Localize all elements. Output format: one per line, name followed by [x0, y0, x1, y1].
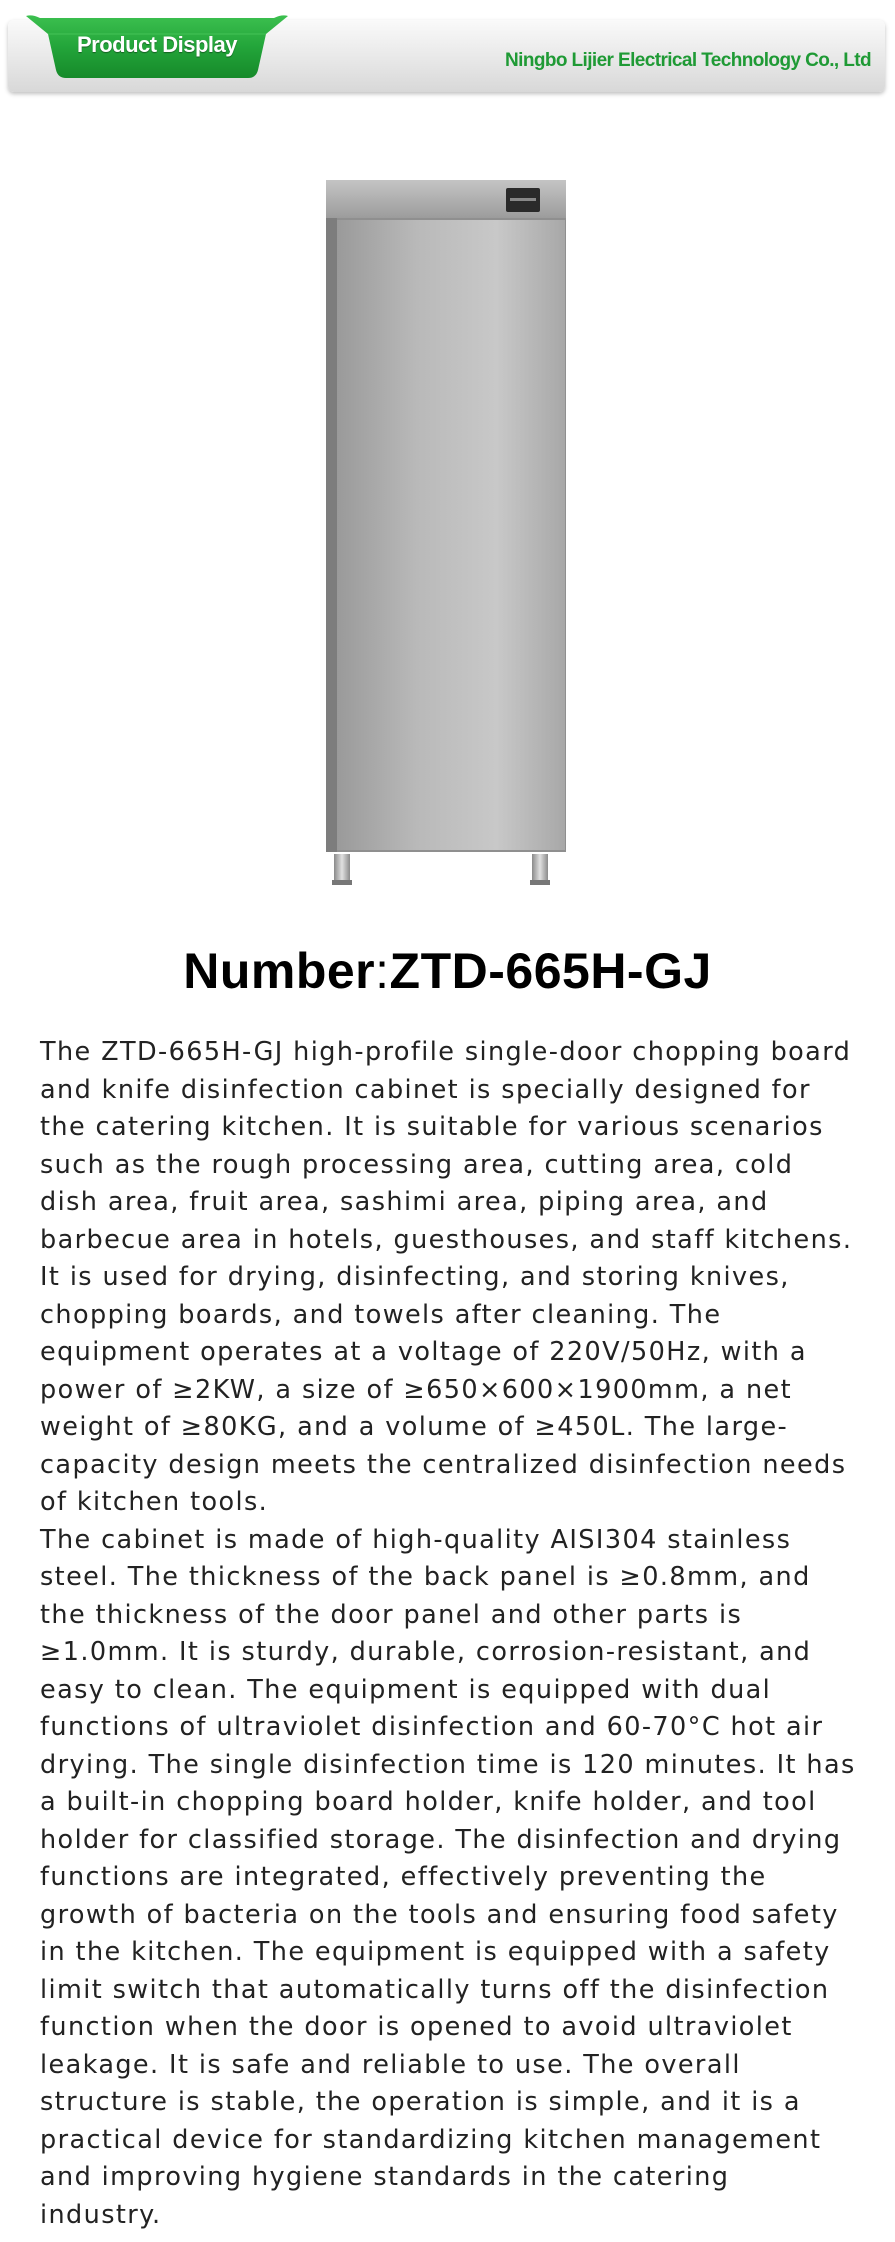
title-colon: :: [375, 943, 390, 999]
company-name: Ningbo Lijier Electrical Technology Co., Ltd: [505, 50, 871, 71]
product-display-tab: [26, 12, 288, 80]
description-paragraph-1: The ZTD-665H-GJ high-profile single-door chopping board and knife disinfection cabinet is specially designed for the catering kitchen. It is suitable for various scenarios such as the rough processing area, cutting area, cold dish area, fruit area, sashimi area, piping area, and barbecue area in hotels, guesthouses, and staff kitchens. It is used for drying, disinfecting, and storing knives, chopping boards, and towels after cleaning. The equipment operates at a voltage of 220V/50Hz, with a power of ≥2KW, a size of ≥650×600×1900mm, a net weight of ≥80KG, and a volume of ≥450L. The large-capacity design meets the centralized disinfection needs of kitchen tools.: [40, 1037, 853, 1517]
product-description: [40, 1034, 860, 2234]
disinfection-cabinet-icon: [320, 178, 570, 888]
title-prefix: Number: [183, 943, 376, 999]
tab-label: Product Display: [77, 32, 237, 57]
description-paragraph-2: The cabinet is made of high-quality AISI304 stainless steel. The thickness of the back panel is ≥0.8mm, and the thickness of the door panel and other parts is ≥1.0mm. It is sturdy, durable, corrosion-resistant, and easy to clean. The equipment is equipped with dual functions of ultraviolet disinfection and 60-70°C hot air drying. The single disinfection time is 120 minutes. It has a built-in chopping board holder, knife holder, and tool holder for classified storage. The disinfection and drying functions are integrated, effectively preventing the growth of bacteria on the tools and ensuring food safety in the kitchen. The equipment is equipped with a safety limit switch that automatically turns off the disinfection function when the door is opened to avoid ultraviolet leakage. It is safe and reliable to use. The overall structure is stable, the operation is simple, and it is a practical device for standardizing kitchen management and improving hygiene standards in the catering industry.: [40, 1524, 856, 2230]
product-image: [320, 178, 570, 888]
product-number-title: [0, 942, 895, 1000]
model-number: ZTD-665H-GJ: [389, 943, 712, 999]
